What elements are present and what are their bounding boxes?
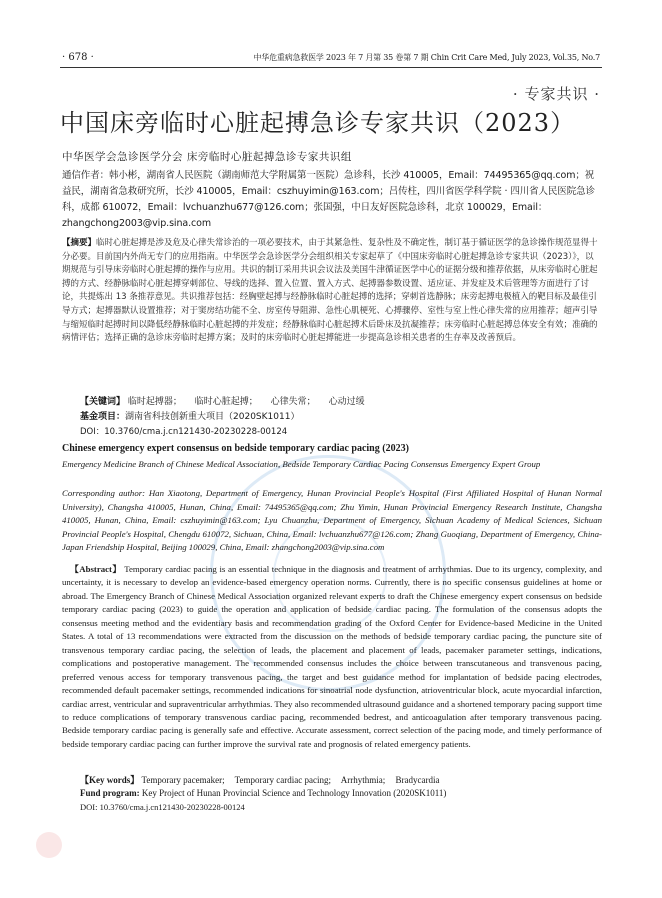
keyword-en: Temporary cardiac pacing; <box>234 775 331 785</box>
correspondence-cn: 通信作者：韩小彬，湖南省人民医院（湖南师范大学附属第一医院）急诊科，长沙 410005，Email：74495365@qq.com；祝益民，湖南省急救研究所，长沙 410005，Email：cszhuyimin@163.com；吕传柱，四川省医学科学院 · 四川省人民医院急诊科，成都 610072，Email：lvchuanzhu677@126.com；张国强，中日友好医院急诊科，北京 100029，Email：zhangchong2003@vip.sina.com <box>62 170 595 229</box>
fund-cn-label: 基金项目： <box>80 412 126 422</box>
journal-header: 中华危重病急救医学 2023 年 7 月第 35 卷第 7 期 Chin Crit Care Med, July 2023, Vol.35, No.7 <box>253 53 600 62</box>
keyword-en: Arrhythmia; <box>340 775 386 785</box>
correspondence-en: Corresponding author: Han Xiaotong, Department of Emergency, Hunan Provincial People's Hospital (First Affiliated Hospital of Hunan Normal University), Changsha 410005, Hunan, China, Email: 74495365@qq.com; Zhu Yimin, Hunan Provincial Emergency Research Institute, Changsha 410005, Hunan, China, Email: cszhuyimin@163.com; Lyu Chuanzhu, Department of Emergency, Sichuan Academy of Medical Sciences, Sichuan Provincial People's Hospital, Chengdu 610072, Sichuan, China, Email: lvchuanzhu677@126.com; Zhang Guoqiang, Department of Emergency, China-Japan Friendship Hospital, Beijing 100029, China, Email: zhangchong2003@vip.sina.com <box>62 488 602 553</box>
fund-en-label: Fund program: <box>80 788 140 798</box>
keyword-cn: 心动过缓 <box>328 397 365 407</box>
keyword-en: Bradycardia <box>395 775 440 785</box>
keywords-en-label: 【Key words】 <box>80 775 140 785</box>
doi-en: DOI: 10.3760/cma.j.cn121430-20230228-00124 <box>80 802 245 812</box>
abstract-en-text: Temporary cardiac pacing is an essential technique in the diagnosis and treatment of arrhythmias. Due to its urgency, complexity, and uncertainty, it is necessary to develop an evidence-based emergency operation norms. Currently, there is no specific consensus guidelines at home or abroad. The Emergency Branch of Chinese Medical Association organized relevant experts to draft the Chinese emergency expert consensus on bedside temporary cardiac pacing (2023) to guide the operation and application of bedside cardiac pacing. The formulation of the consensus adopts the consensus meeting method and the evidentiary basis and recommendation grading of the Oxford Center for Evidence-based Medicine in the United States. A total of 13 recommendations were extracted from the discussion on the methods of bedside temporary cardiac pacing, the puncture site of transvenous temporary cardiac pacing, the selection of leads, the placement and placement of leads, pacemaker parameter settings, indications, complications and postoperative management. The recommended consensus includes the choice between transcutaneous and transvenous pacing, preferred venous access for temporary transvenous pacing, the target and best guidance method for implantation of bedside pacing electrodes, recommended default pacemaker settings, recommended indications for sinoatrial node dysfunction, atrioventricular block, acute myocardial infarction, cardiac arrest, ventricular and supraventricular arrhythmias. They also recommended ultrasound guidance and a shortened temporary pacing support time to reduce complications of temporary transvenous cardiac pacing, recommended bedrest, and anticoagulation after temporary transvenous pacing. Bedside temporary cardiac pacing is generally safe and effective. Accurate assessment, correct selection of the pacing mode, and timely performance of bedside temporary cardiac pacing can further improve the survival rate and prognosis of related emergency patients. <box>62 564 602 749</box>
doi-cn: DOI：10.3760/cma.j.cn121430-20230228-00124 <box>80 427 288 437</box>
abstract-en <box>62 563 602 751</box>
page-number: · 678 · <box>62 52 94 63</box>
section-tag: · 专家共识 · <box>512 85 600 103</box>
article-title: 中国床旁临时心脏起搏急诊专家共识（2023） <box>60 109 576 137</box>
keyword-en: Temporary pacemaker; <box>141 775 225 785</box>
keyword-cn: 临时心脏起搏； <box>194 397 258 407</box>
publisher-logo-icon <box>36 832 62 858</box>
fund-en-text: Key Project of Hunan Provincial Science and Technology Innovation (2020SK1011) <box>141 788 447 798</box>
article-title-en: Chinese emergency expert consensus on bedside temporary cardiac pacing (2023) <box>62 443 409 454</box>
abstract-en-label: 【Abstract】 <box>70 564 122 574</box>
header-divider <box>60 67 602 68</box>
abstract-cn-text: 临时心脏起搏是涉及危及心律失常诊治的一项必要技术，由于其紧急性、复杂性及不确定性，制订基于循证医学的急诊操作规范显得十分必要。目前国内外尚无专门的应用指南。中华医学会急诊医学分会组织相关专家起草了《中国床旁临时心脏起搏急诊专家共识（2023）》，以期规范与引导床旁临时心脏起搏的操作与应用。共识的制订采用共识会议法及美国牛津循证医学中心的证据分级和推荐依据，从床旁临时心脏起搏的方式、经静脉临时心脏起搏穿刺部位、导线的选择、置入位置、置入方式、起搏器参数设置、适应证、并发症及术后管理等方面进行了讨论，共提炼出 13 条推荐意见。共识推荐包括：经胸壁起搏与经静脉临时心脏起搏的选择；穿刺首选静脉；床旁起搏电极植入的靶目标及最佳引导方式；起搏器默认设置推荐；对于窦房结功能不全、房室传导阻滞、急性心肌梗死、心搏骤停、室性与室上性心律失常的应用推荐；超声引导与缩短临时起搏时间以降低经静脉临时心脏起搏的并发症；经静脉临时心脏起搏术后卧床及抗凝推荐；床旁临时心脏起搏总体安全有效；准确的病情评估；选择正确的急诊床旁临时起搏方案；及时的床旁临时心脏起搏能进一步提高急诊相关患者的生存率及改善预后。 <box>62 238 598 344</box>
keywords-cn-label: 【关键词】 <box>80 397 126 407</box>
keywords-en <box>80 773 448 786</box>
abstract-cn <box>62 237 602 346</box>
keyword-cn: 心律失常； <box>270 397 316 407</box>
keywords-cn <box>80 394 375 407</box>
fund-cn-text: 湖南省科技创新重大项目（2020SK1011） <box>125 412 300 422</box>
authors-en: Emergency Medicine Branch of Chinese Medical Association, Bedside Temporary Cardiac Pacing Consensus Emergency Expert Group <box>62 459 541 469</box>
abstract-cn-label: 【摘要】 <box>62 238 97 248</box>
fund-cn <box>80 409 299 422</box>
keyword-cn: 临时起搏器； <box>127 397 182 407</box>
fund-en <box>80 788 446 798</box>
authors-cn: 中华医学会急诊医学分会 床旁临时心脏起搏急诊专家共识组 <box>62 151 352 163</box>
